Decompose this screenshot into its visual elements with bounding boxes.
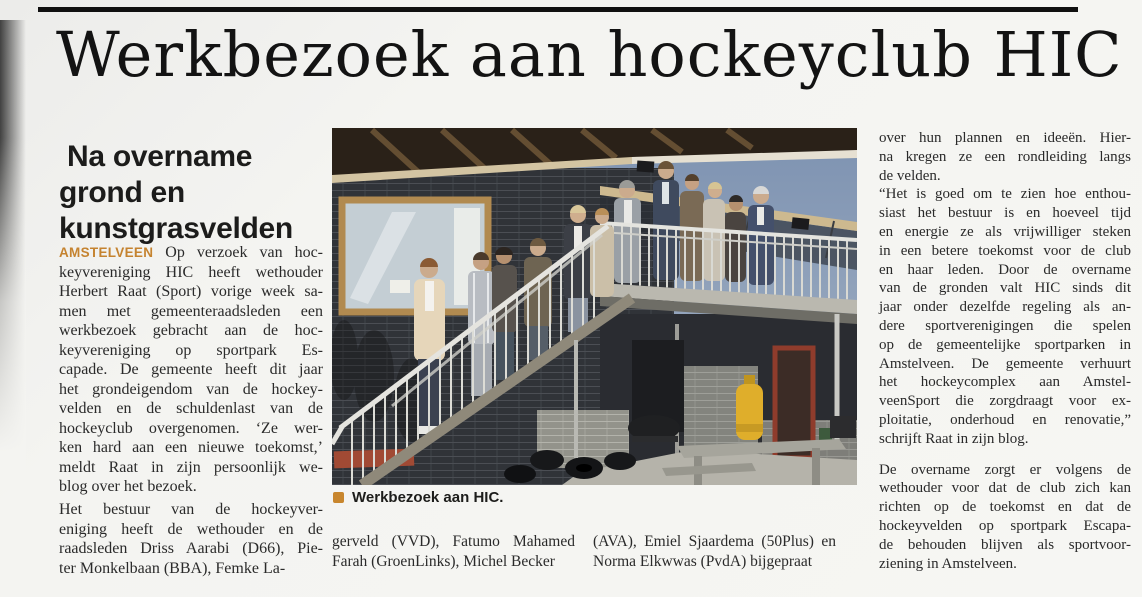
speaker-box-icon: [791, 217, 809, 230]
left-column-paragraph-2: Het bestuur van de hockeyver- eniging heeft de wethouder en de raadsleden Driss Aarabi (D66), Pie- ter Monkelbaan (BBA), Femke La-: [59, 501, 323, 577]
caption-text: Werkbezoek aan HIC.: [352, 489, 504, 506]
left-column-paragraph-1: AMSTELVEEN Op verzoek van hoc- keyvereniging HIC heeft wethouder Herbert Raat (Sport) vorige week sa- men met gemeenteraadsleden een werkbezoek gebracht aan de hoc- keyvereniging op sportpark Es- capade. De gemeente heeft dit jaar het grondeigendom van de hockey- velden en de schuldenlast van de hockeyclub overgenomen. ‘Ze wer- ken hard aan een nieuwe toekomst,’ meldt Raat in zijn persoonlijk we- blog over het bezoek.: [59, 244, 323, 495]
right-column-paragraph-3: De overname zorgt er volgens de wethouder voor dat de club zich kan richten op de toekomst en dat de hockeyvelden op sportpark Escapa- de behouden blijven als sportvoor- ziening in Amstelveen.: [879, 461, 1131, 572]
right-column-paragraph-1: over hun plannen en ideeën. Hier- na kregen ze een rondleiding langs de velden.: [879, 130, 1131, 184]
right-column: [879, 129, 1131, 573]
right-column-paragraph-2: “Het is goed om te zien hoe enthou- siast het bestuur is en hoeveel tijd en energie ze als vrijwilliger steken in een betere toekomst voor de club en haar leden. Door de overname van de gronden valt HIC sinds dit jaar onder dezelfde regeling als an- dere sportverenigingen die spelen op de gemeentelijke sportparken in Amstelveen. De gemeente verhuurt het hockeycomplex aan Amstel- veenSport die zorgdraagt voor ex- ploitatie, onderhoud en renovatie,” schrijft Raat in zijn blog.: [879, 186, 1131, 447]
article-subhead: Na overname grond en kunstgrasvelden: [59, 139, 293, 245]
page-edge-shadow: [0, 20, 26, 490]
below-photo-column-1: gerveld (VVD), Fatumo Mahamed Farah (GroenLinks), Michel Becker: [332, 533, 575, 570]
top-rule: [38, 7, 1078, 12]
photo-caption: [333, 489, 853, 506]
below-photo-column-2: (AVA), Emiel Sjaardema (50Plus) en Norma Elkwwas (PvdA) bijgepraat: [593, 533, 836, 570]
speaker-box-icon: [637, 160, 655, 172]
article-photo: [332, 128, 857, 485]
caption-bullet-icon: [333, 492, 344, 503]
page-edge-shadow-fade: [0, 20, 26, 490]
article-headline: Werkbezoek aan hockeyclub HIC: [56, 18, 1123, 91]
bbq-equipment: [628, 415, 680, 442]
